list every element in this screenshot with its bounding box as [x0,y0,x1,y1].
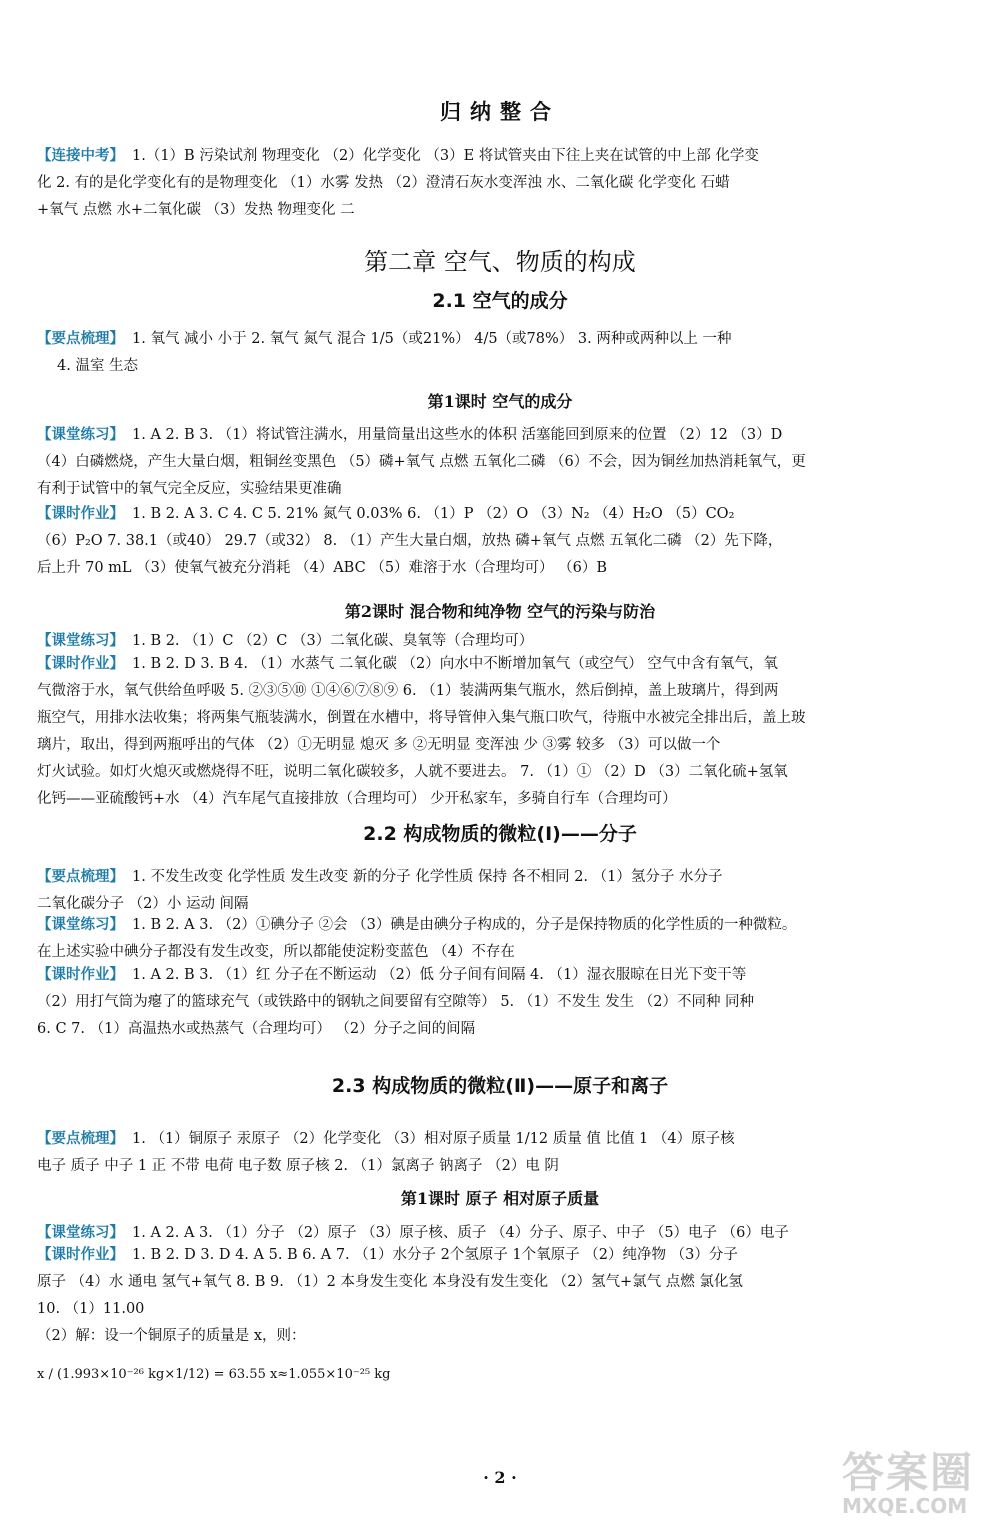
text-line: 气微溶于水，氧气供给鱼呼吸 5. ②③⑤⑩ ①④⑥⑦⑧⑨ 6. （1）装满两集气瓶水，然后倒掉，盖上玻璃片，得到两 [37,683,779,699]
section-title-2-3: 2.3 构成物质的微粒(Ⅱ)——原子和离子 [331,1075,669,1097]
text-line: 1.（1）B 污染试剂 物理变化 （2）化学变化 （3）E 将试管夹由下往上夹在试管的中上部 化学变 [132,148,759,164]
text-line: 1. B 2. A 3. （2）①碘分子 ②会 （3）碘是由碘分子构成的，分子是保持物质的化学性质的一种微粒。 [132,917,797,933]
page-number: · 2 · [483,1468,517,1487]
key-points-2-1 [37,326,962,380]
text-line: 1. B 2. A 3. C 4. C 5. 21% 氮气 0.03% 6. （1）P （2）O （3）N₂ （4）H₂O （5）CO₂ [132,506,735,522]
tag-class-practice: 【课堂练习】 [37,917,124,933]
text-line: 后上升 70 mL （3）使氧气被充分消耗 （4）ABC （5）难溶于水（合理均可） （6）B [37,560,608,576]
text-line: 化 2. 有的是化学变化有的是物理变化 （1）水雾 发热 （2）澄清石灰水变浑浊 水、二氧化碳 化学变化 石蜡 [37,175,730,191]
key-points-2-2 [37,864,962,918]
text-line: 1. 氧气 减小 小于 2. 氧气 氮气 混合 1/5（或21%） 4/5（或78%） 3. 两种或两种以上 一种 [132,331,732,347]
text-line: （2）用打气筒为瘪了的篮球充气（或铁路中的钢轨之间要留有空隙等） 5. （1）不发生 发生 （2）不同种 同种 [37,994,755,1010]
tag-homework: 【课时作业】 [37,1247,124,1263]
class-practice-2-1-l1 [37,422,962,503]
tag-homework: 【课时作业】 [37,967,124,983]
watermark-sub: MXQE.COM [842,1494,968,1518]
text-line: 1. （1）铜原子 汞原子 （2）化学变化 （3）相对原子质量 1/12 质量 值 比值 1 （4）原子核 [132,1131,735,1147]
text-line: 瓶空气，用排水法收集；将两集气瓶装满水，倒置在水槽中，将导管伸入集气瓶口吹气，待瓶中水被完全排出后，盖上玻 [37,710,806,726]
lesson-title: 第1课时 空气的成分 [427,392,573,411]
tag-key-points: 【要点梳理】 [37,869,124,885]
chapter-title: 第二章 空气、物质的构成 [364,248,636,276]
text-line: +氧气 点燃 水+二氧化碳 （3）发热 物理变化 二 [37,202,355,218]
homework-2-1-l1 [37,501,962,582]
text-line: 璃片，取出，得到两瓶呼出的气体 （2）①无明显 熄灭 多 ②无明显 变浑浊 少 ③雾 较多 （3）可以做一个 [37,737,721,753]
text-line: 1. A 2. A 3. （1）分子 （2）原子 （3）原子核、质子 （4）分子、原子、中子 （5）电子 （6）电子 [132,1225,789,1241]
tag-class-practice: 【课堂练习】 [37,427,124,443]
lesson-title: 第1课时 原子 相对原子质量 [400,1189,600,1208]
text-line: （4）白磷燃烧，产生大量白烟，粗铜丝变黑色 （5）磷+氧气 点燃 五氧化二磷 （6）不会，因为铜丝加热消耗氧气，更 [37,454,806,470]
text-line: 二氧化碳分子 （2）小 运动 间隔 [37,896,249,912]
tag-class-practice: 【课堂练习】 [37,633,124,649]
text-line: 原子 （4）水 通电 氢气+氧气 8. B 9. （1）2 本身发生变化 本身没有发生变化 （2）氢气+氯气 点燃 氯化氢 [37,1274,743,1290]
text-line: 4. 温室 生态 [57,358,139,374]
text-line: 1. A 2. B 3. （1）红 分子在不断运动 （2）低 分子间有间隔 4. （1）湿衣服晾在日光下变干等 [132,967,747,983]
watermark-logo [842,1440,992,1518]
homework-2-2 [37,962,962,1043]
text-line: 1. B 2. （1）C （2）C （3）二氧化碳、臭氧等（合理均可） [132,633,534,649]
homework-2-1-l2 [37,651,962,813]
text-line: 1. B 2. D 3. D 4. A 5. B 6. A 7. （1）水分子 2个氢原子 1个氧原子 （2）纯净物 （3）分子 [132,1247,738,1263]
tag-link-exam: 【连接中考】 [37,148,124,164]
text-line: 化钙——亚硫酸钙+水 （4）汽车尾气直接排放（合理均可） 少开私家车，多骑自行车（合理均可） [37,791,677,807]
text-line: 1. 不发生改变 化学性质 发生改变 新的分子 化学性质 保持 各不相同 2. （1）氢分子 水分子 [132,869,723,885]
heading-summary: 归纳整合 [440,99,560,124]
tag-class-practice: 【课堂练习】 [37,1225,124,1241]
text-line: 电子 质子 中子 1 正 不带 电荷 电子数 原子核 2. （1）氯离子 钠离子 （2）电 阴 [37,1158,559,1174]
text-line: 有利于试管中的氧气完全反应，实验结果更准确 [37,481,342,497]
text-line: （2）解：设一个铜原子的质量是 x，则： [37,1328,306,1344]
formula-line: x / (1.993×10⁻²⁶ kg×1/12) = 63.55 x≈1.055×10⁻²⁵ kg [37,1367,391,1382]
text-line: 10. （1）11.00 [37,1301,145,1317]
text-line: 1. B 2. D 3. B 4. （1）水蒸气 二氧化碳 （2）向水中不断增加氧气（或空气） 空气中含有氧气，氧 [132,656,778,672]
text-line: 6. C 7. （1）高温热水或热蒸气（合理均可） （2）分子之间的间隔 [37,1021,476,1037]
key-points-2-3 [37,1126,962,1180]
text-line: 灯火试验。如灯火熄灭或燃烧得不旺，说明二氧化碳较多，人就不要进去。 7. （1）① （2）D （3）二氧化硫+氢氧 [37,764,788,780]
link-exam-block [37,143,962,224]
text-line: 在上述实验中碘分子都没有发生改变，所以都能使淀粉变蓝色 （4）不存在 [37,944,515,960]
text-line: 1. A 2. B 3. （1）将试管注满水，用量筒量出这些水的体积 活塞能回到原来的位置 （2）12 （3）D [132,427,783,443]
watermark-main: 答案圈 [842,1448,975,1497]
section-title-2-1: 2.1 空气的成分 [432,290,568,312]
text-line: （6）P₂O 7. 38.1（或40） 29.7（或32） 8. （1）产生大量白烟，放热 磷+氧气 点燃 五氧化二磷 （2）先下降， [37,533,783,549]
lesson-title: 第2课时 混合物和纯净物 空气的污染与防治 [344,602,656,621]
section-title-2-2: 2.2 构成物质的微粒(Ⅰ)——分子 [363,823,637,845]
class-practice-2-2 [37,912,962,966]
homework-2-3 [37,1242,962,1350]
tag-key-points: 【要点梳理】 [37,331,124,347]
tag-key-points: 【要点梳理】 [37,1131,124,1147]
tag-homework: 【课时作业】 [37,506,124,522]
tag-homework: 【课时作业】 [37,656,124,672]
